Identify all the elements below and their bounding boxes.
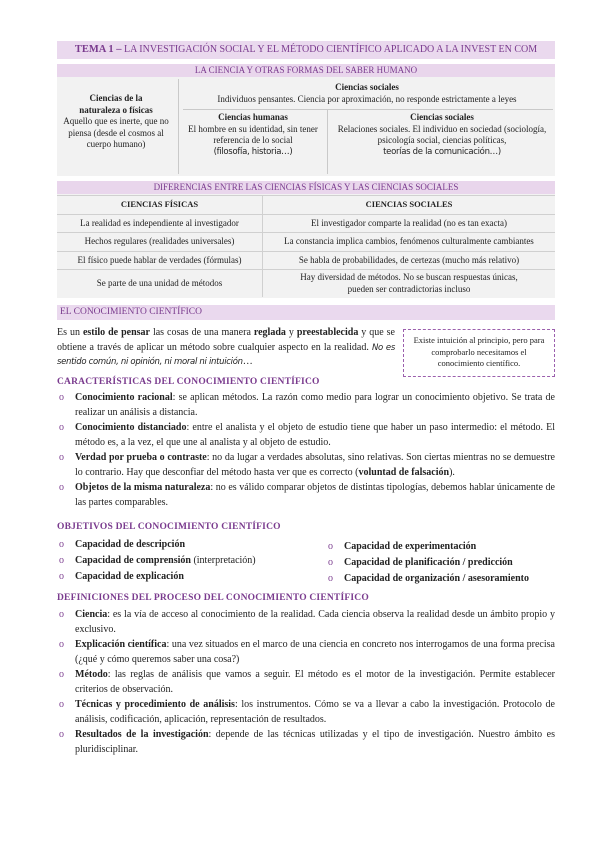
term: Conocimiento racional	[75, 392, 173, 403]
list-item	[326, 540, 476, 555]
text: : las reglas de análisis que vamos a seguir. El método es el motor de la investigación. Permite establecer criterios de observación.	[75, 669, 555, 695]
bullet-icon: o	[328, 557, 333, 568]
text-bold: estilo de pensar	[82, 327, 150, 338]
text: : entre el analista y el objeto de estudio tiene que haber un paso intermedio: el método. El método es, a la vez, el que une al analista y al objeto de estudio.	[75, 422, 555, 448]
term: Capacidad de planificación / predicción	[344, 557, 513, 568]
term: Verdad por prueba o contraste	[75, 452, 207, 463]
list-item	[57, 451, 555, 480]
page-title	[57, 41, 555, 59]
bullet-icon: o	[59, 699, 64, 710]
term: Objetos de la misma naturaleza	[75, 482, 211, 493]
list-item	[57, 638, 555, 667]
knowledge-forms-box	[57, 64, 555, 176]
text: : una vez situados en el marco de una ciencia en concreto nos interrogamos de una forma precisa (¿qué y cómo queremos saber una cosa?)	[75, 639, 555, 665]
term: Ciencia	[75, 609, 108, 620]
objetivos-grid	[57, 538, 555, 588]
definition-paragraph	[57, 326, 395, 370]
table-cell: Se habla de probabilidades, de certezas (mucho más relativo)	[298, 254, 520, 265]
list-item	[57, 421, 555, 450]
term: Capacidad de organización / asesoramiento	[344, 573, 529, 584]
soc2-title: Ciencias sociales	[410, 112, 474, 122]
definiciones-list	[57, 608, 555, 758]
text: y que se obtiene a través de aplicar un método sobre cualquier aspecto en la realidad.	[57, 327, 395, 353]
heading-definiciones: DEFINICIONES DEL PROCESO DEL CONOCIMIENTO CIENTÍFICO	[57, 593, 369, 603]
term: voluntad de falsación	[358, 466, 450, 478]
text-bold: reglada	[253, 327, 286, 338]
bullet-icon: o	[59, 729, 64, 740]
text: (interpretación)	[190, 555, 256, 566]
text-bold: preestablecida	[296, 327, 359, 338]
table-cell: La constancia implica cambios, fenómenos culturalmente cambiantes	[284, 236, 534, 246]
differences-table	[57, 195, 555, 297]
bullet-icon: o	[59, 609, 64, 620]
list-item	[57, 538, 185, 553]
table-cell: El físico puede hablar de verdades (fórmulas)	[57, 252, 263, 270]
bullet-icon: o	[59, 452, 64, 463]
knowledge-forms-band: LA CIENCIA Y OTRAS FORMAS DEL SABER HUMANO	[57, 64, 555, 77]
natural-sciences-cell	[57, 79, 175, 174]
text: : los instrumentos. Cómo se va a llevar a cabo la investigación. Protocolo de análisis, codificación, aplicación, representación de resultados.	[75, 699, 555, 725]
term: Conocimiento distanciado	[75, 422, 187, 433]
table-cell: Hechos regulares (realidades universales)	[57, 233, 263, 251]
list-item	[57, 554, 256, 569]
soc-title: Ciencias sociales	[335, 82, 399, 92]
term: Capacidad de explicación	[75, 571, 184, 582]
list-item	[326, 572, 529, 587]
social-sciences-top	[183, 82, 551, 105]
caracteristicas-list	[57, 391, 555, 511]
intuition-note: Existe intuición al principio, pero para comprobarlo necesitamos el conocimiento científico.	[403, 329, 555, 377]
text: : depende de las técnicas utilizadas y el tipo de investigación. Nuestro ámbito es pluridisciplinar.	[75, 729, 555, 755]
bullet-icon: o	[59, 539, 64, 550]
bullet-icon: o	[59, 669, 64, 680]
table-header-row	[57, 195, 555, 214]
title-bold: TEMA 1 –	[74, 44, 122, 55]
hum-examples: (filosofía, historia…)	[213, 146, 293, 157]
list-item	[57, 698, 555, 727]
table-row	[57, 232, 555, 251]
human-sciences-cell	[183, 112, 323, 158]
header-social: CIENCIAS SOCIALES	[365, 199, 453, 209]
nat-title: Ciencias de la naturaleza o físicas	[79, 93, 153, 115]
list-item	[57, 608, 555, 637]
header-physical: CIENCIAS FÍSICAS	[57, 196, 263, 214]
table-row	[57, 214, 555, 233]
text: : es la vía de acceso al conocimiento de la realidad. Cada ciencia observa la realidad desde un ámbito propio y exclusivo.	[75, 609, 555, 635]
soc-desc: Individuos pensantes. Ciencia por aproximación, no responde estrictamente a leyes	[217, 93, 517, 104]
text: y	[285, 327, 297, 338]
list-item	[57, 728, 555, 757]
differences-band: DIFERENCIAS ENTRE LAS CIENCIAS FÍSICAS Y LAS CIENCIAS SOCIALES	[57, 181, 555, 194]
list-item	[57, 481, 555, 510]
divider	[183, 109, 553, 110]
bullet-icon: o	[59, 571, 64, 582]
term: Explicación científica	[75, 639, 167, 650]
table-cell: El investigador comparte la realidad (no es tan exacta)	[311, 217, 507, 228]
term: Técnicas y procedimiento de análisis	[75, 699, 235, 710]
list-item	[326, 556, 513, 571]
bullet-icon: o	[59, 639, 64, 650]
list-item	[57, 570, 184, 585]
text: ).	[449, 466, 455, 478]
list-item	[57, 668, 555, 697]
table-cell: Se parte de una unidad de métodos	[57, 270, 263, 297]
hum-desc: El hombre en su identidad, sin tener referencia de lo social	[188, 123, 318, 145]
social-sciences-cell	[331, 112, 553, 158]
term: Método	[75, 669, 108, 680]
table-row	[57, 251, 555, 270]
text-handwritten: No es sentido común, ni opinión, ni moral ni intuición	[57, 342, 395, 367]
bullet-icon: o	[59, 555, 64, 566]
text: …	[242, 356, 253, 367]
heading-objetivos: OBJETIVOS DEL CONOCIMIENTO CIENTÍFICO	[57, 522, 281, 532]
term: Resultados de la investigación	[75, 729, 209, 740]
text: las cosas de una manera	[149, 327, 254, 338]
bullet-icon: o	[328, 541, 333, 552]
bullet-icon: o	[59, 482, 64, 493]
text: Es un	[57, 327, 83, 338]
bullet-icon: o	[328, 573, 333, 584]
text: : no es válido comparar objetos de distintas tipologías, debemos hablar únicamente de las partes comparables.	[75, 482, 555, 508]
text: : se aplican métodos. La razón como medio para lograr un conocimiento objetivo. Se trata de realizar un análisis a distancia.	[75, 392, 555, 418]
section-conocimiento: EL CONOCIMIENTO CIENTÍFICO	[57, 305, 555, 320]
list-item	[57, 391, 555, 420]
text: : no da lugar a verdades absolutas, sino relativas. Son ciertas mientras no se demuestre lo contrario. Hay que desconfiar del método hasta ver que es correcto (	[75, 452, 555, 478]
title-rest: LA INVESTIGACIÓN SOCIAL Y EL MÉTODO CIENTÍFICO APLICADO A LA INVEST EN COM	[121, 44, 538, 55]
heading-caracteristicas: CARACTERÍSTICAS DEL CONOCIMIENTO CIENTÍFICO	[57, 377, 320, 387]
bullet-icon: o	[59, 422, 64, 433]
term: Capacidad de descripción	[75, 539, 186, 550]
table-cell: Hay diversidad de métodos. No se buscan respuestas únicas, pueden ser contradictorias incluso	[300, 272, 518, 294]
divider	[327, 110, 328, 174]
soc2-desc: Relaciones sociales. El individuo en sociedad (sociología, psicología social, ciencias políticas,	[337, 123, 547, 145]
table-row	[57, 269, 555, 297]
soc2-examples: teorías de la comunicación…)	[383, 146, 501, 157]
hum-title: Ciencias humanas	[218, 112, 288, 122]
term: Capacidad de comprensión	[75, 555, 191, 566]
term: Capacidad de experimentación	[344, 541, 477, 552]
table-cell: La realidad es independiente al investigador	[57, 215, 263, 233]
bullet-icon: o	[59, 392, 64, 403]
differences-box	[57, 181, 555, 298]
divider	[178, 79, 179, 174]
nat-desc: Aquello que es inerte, que no piensa (desde el cosmos al cuerpo humano)	[63, 116, 169, 149]
